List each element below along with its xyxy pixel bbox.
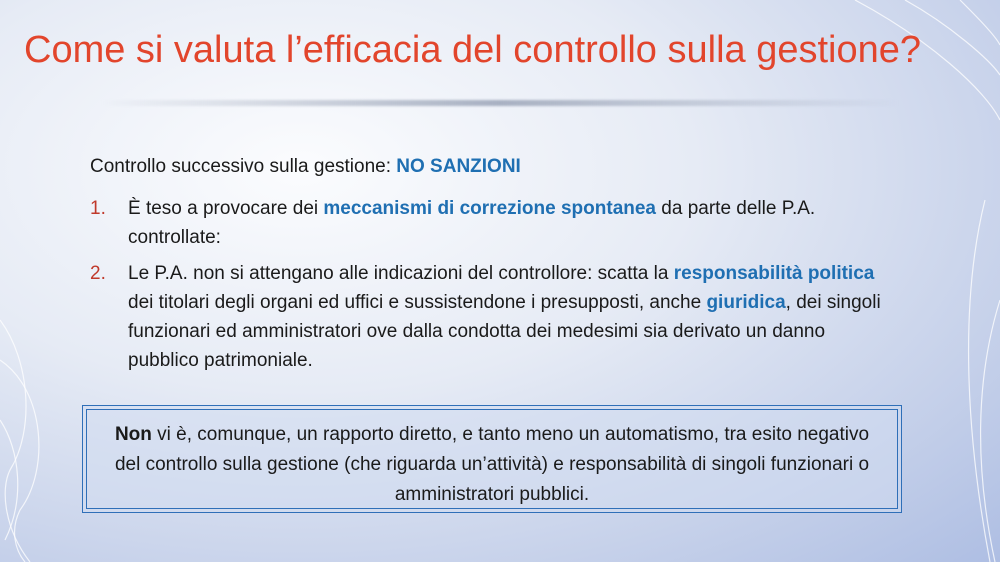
note-box — [82, 405, 902, 513]
list-item — [90, 259, 890, 375]
list-item-highlight: meccanismi di correzione spontanea — [323, 198, 657, 219]
list-item-text: È teso a provocare dei — [128, 198, 324, 219]
note-text: vi è, comunque, un rapporto diretto, e tanto meno un automatismo, tra esito negativo del controllo sulla gestione (che riguarda un’attività) e responsabilità di singoli funzionari o amministratori pubblici. — [114, 424, 870, 505]
list-item-highlight: responsabilità politica — [673, 263, 875, 284]
numbered-list — [90, 194, 890, 375]
intro-highlight: NO SANZIONI — [396, 156, 521, 177]
intro-text: Controllo successivo sulla gestione: — [90, 156, 397, 177]
list-item-text: dei titolari degli organi ed uffici e sussistendone i presupposti, anche — [128, 292, 707, 313]
list-item — [90, 194, 890, 252]
list-item-text: , dei singoli funzionari ed amministratori ove dalla condotta dei medesimi sia derivato un danno pubblico patrimoniale. — [128, 292, 881, 371]
list-item-text: da parte delle P.A. controllate: — [128, 198, 816, 248]
list-item-text: Le P.A. non si attengano alle indicazioni del controllore: scatta la — [128, 263, 674, 284]
list-item-number: 2. — [90, 263, 106, 284]
slide-body — [90, 152, 890, 382]
list-item-highlight: giuridica — [706, 292, 786, 313]
list-item-number: 1. — [90, 198, 106, 219]
intro-line — [90, 152, 890, 181]
slide-title: Come si valuta l’efficacia del controllo sulla gestione? — [24, 29, 922, 71]
title-divider — [100, 100, 900, 106]
note-bold: Non — [114, 424, 152, 445]
